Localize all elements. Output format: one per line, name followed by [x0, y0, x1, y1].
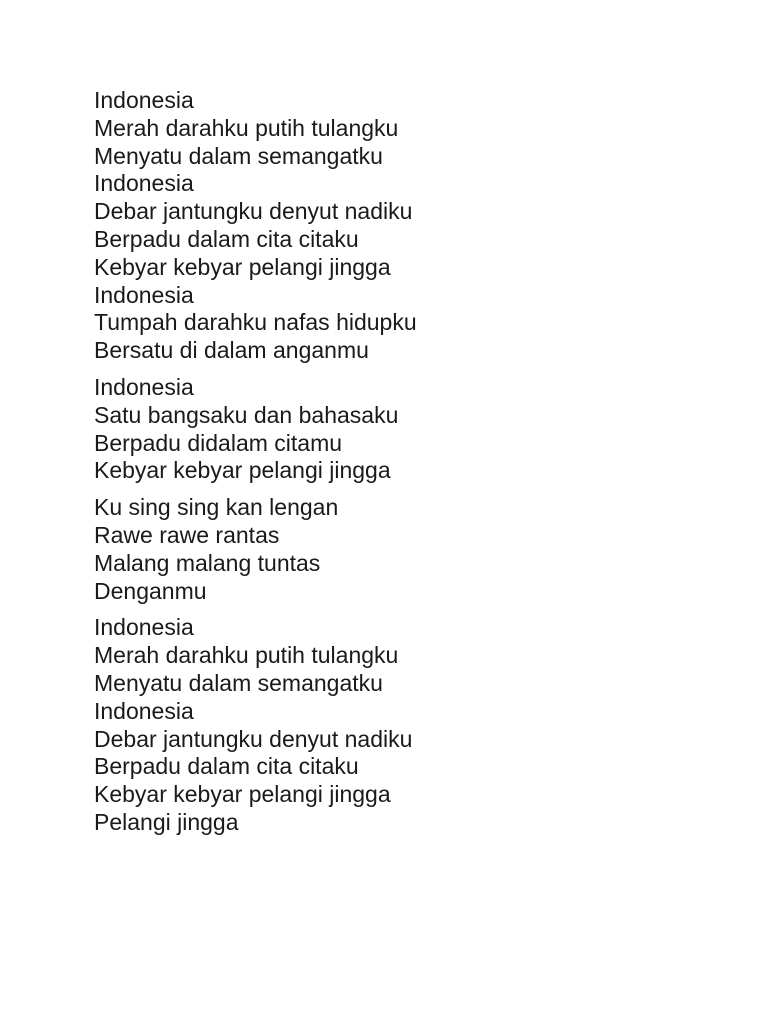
lyric-line: Berpadu dalam cita citaku — [94, 753, 359, 780]
lyric-line: Indonesia — [94, 87, 194, 113]
lyric-line: Ku sing sing kan lengan — [94, 494, 339, 521]
lyric-line: Malang malang tuntas — [94, 549, 321, 576]
lyric-line: Pelangi jingga — [94, 808, 239, 835]
lyric-line: Debar jantungku denyut nadiku — [94, 198, 413, 225]
lyric-line: Kebyar kebyar pelangi jingga — [94, 781, 391, 808]
lyric-line: Merah darahku putih tulangku — [94, 642, 399, 669]
stanza-3 — [94, 494, 734, 605]
lyric-line: Berpadu dalam cita citaku — [94, 225, 359, 252]
lyric-line: Menyatu dalam semangatku — [94, 669, 383, 696]
lyric-line: Tumpah darahku nafas hidupku — [94, 309, 417, 336]
stanza-1 — [94, 87, 734, 365]
lyric-line: Bersatu di dalam anganmu — [94, 337, 369, 364]
lyric-line: Indonesia — [94, 170, 194, 197]
lyric-line: Berpadu didalam citamu — [94, 429, 343, 456]
lyric-line: Menyatu dalam semangatku — [94, 142, 383, 169]
lyrics-page — [94, 87, 734, 846]
lyric-line: Indonesia — [94, 281, 194, 308]
lyric-line: Kebyar kebyar pelangi jingga — [94, 457, 391, 484]
lyric-line: Denganmu — [94, 577, 207, 604]
lyric-line: Debar jantungku denyut nadiku — [94, 725, 413, 752]
lyric-line: Merah darahku putih tulangku — [94, 114, 399, 141]
lyric-line: Indonesia — [94, 697, 194, 724]
lyric-line: Indonesia — [94, 373, 194, 400]
stanza-2 — [94, 374, 734, 485]
lyric-line: Indonesia — [94, 614, 194, 641]
stanza-4 — [94, 614, 734, 836]
lyric-line: Rawe rawe rantas — [94, 521, 280, 548]
lyric-line: Kebyar kebyar pelangi jingga — [94, 253, 391, 280]
lyric-line: Satu bangsaku dan bahasaku — [94, 401, 399, 428]
